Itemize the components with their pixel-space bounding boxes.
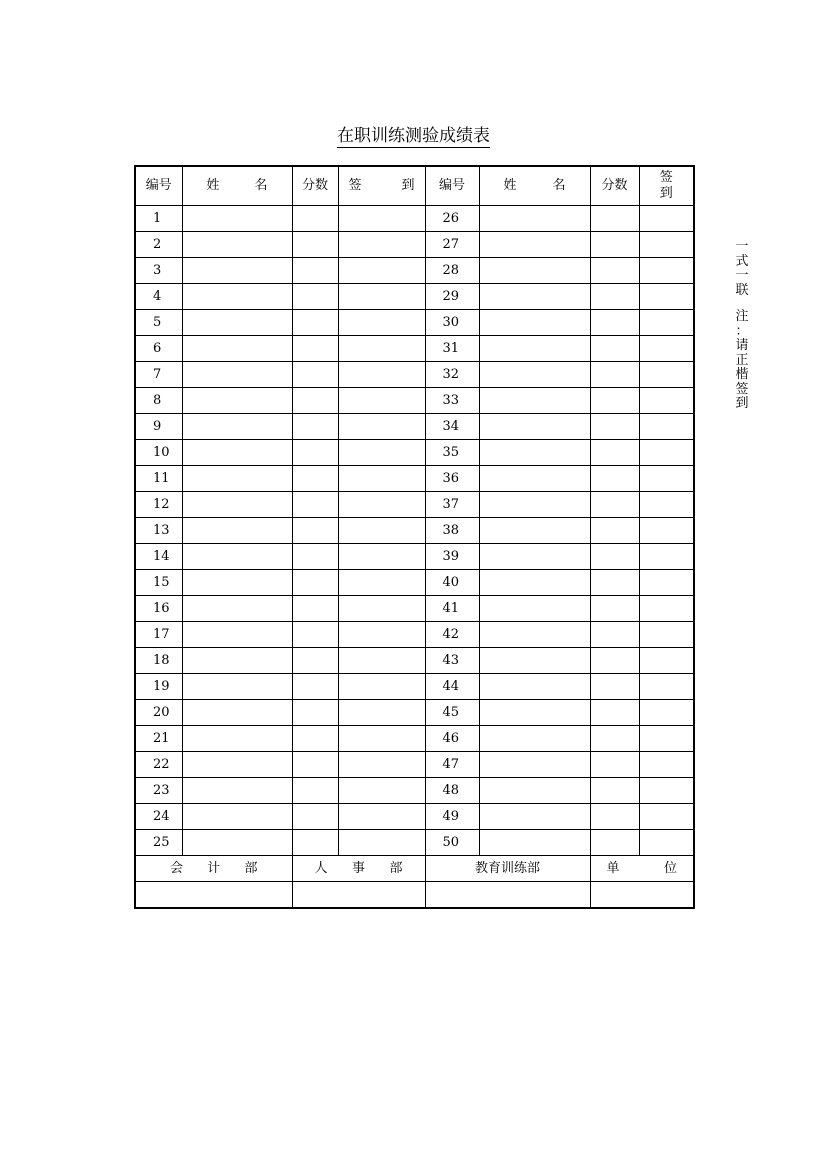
- sign-cell-left[interactable]: [338, 518, 425, 544]
- sign-cell-right[interactable]: [639, 336, 694, 362]
- row-id-right: 31: [425, 336, 479, 362]
- table-row: [135, 362, 694, 388]
- name-cell-right[interactable]: [479, 284, 590, 310]
- side-note-char: 到: [735, 396, 749, 411]
- side-note-char: 一: [735, 268, 749, 283]
- sign-cell-left[interactable]: [338, 570, 425, 596]
- name-cell-left[interactable]: [182, 362, 292, 388]
- sign-cell-left[interactable]: [338, 596, 425, 622]
- name-cell-right[interactable]: [479, 440, 590, 466]
- row-id-left: 12: [135, 492, 182, 518]
- name-cell-right[interactable]: [479, 362, 590, 388]
- footer-label-row: [135, 856, 694, 882]
- sign-cell-right[interactable]: [639, 674, 694, 700]
- sign-cell-left[interactable]: [338, 804, 425, 830]
- score-table: [134, 165, 695, 909]
- sign-cell-right[interactable]: [639, 700, 694, 726]
- footer-training-sign-cell[interactable]: [425, 882, 590, 909]
- footer-hr-sign-cell[interactable]: [292, 882, 425, 909]
- sign-cell-left[interactable]: [338, 648, 425, 674]
- name-cell-right[interactable]: [479, 414, 590, 440]
- name-cell-left[interactable]: [182, 232, 292, 258]
- score-cell-left[interactable]: [292, 336, 338, 362]
- name-cell-right[interactable]: [479, 466, 590, 492]
- header-name-left-2: 名: [254, 178, 268, 193]
- score-cell-right[interactable]: [590, 362, 639, 388]
- side-note-char: 正: [735, 352, 749, 368]
- row-id-left: 9: [135, 414, 182, 440]
- sign-cell-left[interactable]: [338, 674, 425, 700]
- header-name-right: [479, 166, 590, 206]
- table-row: [135, 726, 694, 752]
- row-id-right: 38: [425, 518, 479, 544]
- name-cell-right[interactable]: [479, 648, 590, 674]
- name-cell-right[interactable]: [479, 804, 590, 830]
- name-cell-left[interactable]: [182, 804, 292, 830]
- row-id-left: 19: [135, 674, 182, 700]
- score-cell-right[interactable]: [590, 700, 639, 726]
- score-cell-left[interactable]: [292, 804, 338, 830]
- table-row: [135, 622, 694, 648]
- sign-cell-left[interactable]: [338, 310, 425, 336]
- score-cell-left[interactable]: [292, 518, 338, 544]
- sign-cell-right[interactable]: [639, 778, 694, 804]
- side-note-char: 联: [735, 282, 749, 298]
- name-cell-right[interactable]: [479, 206, 590, 232]
- name-cell-left[interactable]: [182, 596, 292, 622]
- score-cell-right[interactable]: [590, 648, 639, 674]
- table-row: [135, 492, 694, 518]
- score-cell-left[interactable]: [292, 362, 338, 388]
- table-row: [135, 206, 694, 232]
- sign-cell-left[interactable]: [338, 544, 425, 570]
- header-sign-right-1: 签: [659, 170, 673, 185]
- score-cell-right[interactable]: [590, 622, 639, 648]
- row-id-right: 43: [425, 648, 479, 674]
- page-title: [0, 124, 827, 148]
- table-row: [135, 258, 694, 284]
- row-id-left: 24: [135, 804, 182, 830]
- footer-unit-sign-cell[interactable]: [590, 882, 694, 909]
- row-id-right: 49: [425, 804, 479, 830]
- name-cell-right[interactable]: [479, 778, 590, 804]
- sign-cell-left[interactable]: [338, 440, 425, 466]
- row-id-right: 50: [425, 830, 479, 856]
- sign-cell-left[interactable]: [338, 778, 425, 804]
- side-note-char: 注: [735, 309, 749, 324]
- row-id-left: 25: [135, 830, 182, 856]
- name-cell-right[interactable]: [479, 492, 590, 518]
- sign-cell-right[interactable]: [639, 232, 694, 258]
- row-id-left: 2: [135, 232, 182, 258]
- row-id-right: 37: [425, 492, 479, 518]
- table-row: [135, 336, 694, 362]
- row-id-left: 10: [135, 440, 182, 466]
- sign-cell-right[interactable]: [639, 622, 694, 648]
- table-row: [135, 414, 694, 440]
- table-row: [135, 778, 694, 804]
- sign-cell-left[interactable]: [338, 752, 425, 778]
- table-row: [135, 674, 694, 700]
- sign-cell-left[interactable]: [338, 284, 425, 310]
- score-cell-left[interactable]: [292, 648, 338, 674]
- row-id-right: 48: [425, 778, 479, 804]
- name-cell-left[interactable]: [182, 492, 292, 518]
- header-name-left-1: 姓: [206, 178, 220, 193]
- score-cell-right[interactable]: [590, 440, 639, 466]
- score-cell-right[interactable]: [590, 596, 639, 622]
- score-cell-right[interactable]: [590, 726, 639, 752]
- row-id-left: 22: [135, 752, 182, 778]
- sign-cell-right[interactable]: [639, 362, 694, 388]
- sign-cell-right[interactable]: [639, 570, 694, 596]
- score-cell-left[interactable]: [292, 232, 338, 258]
- sign-cell-right[interactable]: [639, 440, 694, 466]
- name-cell-left[interactable]: [182, 336, 292, 362]
- sign-cell-right[interactable]: [639, 752, 694, 778]
- sign-cell-right[interactable]: [639, 544, 694, 570]
- name-cell-left[interactable]: [182, 518, 292, 544]
- row-id-right: 42: [425, 622, 479, 648]
- sign-cell-right[interactable]: [639, 310, 694, 336]
- row-id-left: 11: [135, 466, 182, 492]
- row-id-left: 7: [135, 362, 182, 388]
- sign-cell-right[interactable]: [639, 648, 694, 674]
- header-name-right-2: 名: [552, 178, 566, 193]
- footer-accounting-label: [135, 856, 292, 882]
- side-note-char: ：: [735, 323, 749, 339]
- score-cell-right[interactable]: [590, 414, 639, 440]
- table-row: [135, 700, 694, 726]
- row-id-right: 35: [425, 440, 479, 466]
- sign-cell-left[interactable]: [338, 206, 425, 232]
- row-id-left: 4: [135, 284, 182, 310]
- row-id-left: 1: [135, 206, 182, 232]
- sign-cell-right[interactable]: [639, 596, 694, 622]
- sign-cell-left[interactable]: [338, 232, 425, 258]
- score-cell-right[interactable]: [590, 570, 639, 596]
- footer-sign-row: [135, 882, 694, 909]
- name-cell-left[interactable]: [182, 622, 292, 648]
- score-cell-left[interactable]: [292, 752, 338, 778]
- footer-accounting-1: 会: [170, 860, 184, 876]
- side-note-char: 楷: [735, 367, 749, 382]
- name-cell-right[interactable]: [479, 232, 590, 258]
- header-id-left: 编号: [135, 166, 182, 206]
- sign-cell-right[interactable]: [639, 284, 694, 310]
- row-id-right: 28: [425, 258, 479, 284]
- sign-cell-right[interactable]: [639, 492, 694, 518]
- table-row: [135, 466, 694, 492]
- name-cell-right[interactable]: [479, 622, 590, 648]
- footer-hr-label: [292, 856, 425, 882]
- row-id-right: 46: [425, 726, 479, 752]
- row-id-left: 21: [135, 726, 182, 752]
- sign-cell-right[interactable]: [639, 388, 694, 414]
- footer-unit-1: 单: [606, 860, 620, 876]
- row-id-right: 34: [425, 414, 479, 440]
- name-cell-right[interactable]: [479, 570, 590, 596]
- name-cell-left[interactable]: [182, 648, 292, 674]
- row-id-right: 44: [425, 674, 479, 700]
- row-id-right: 47: [425, 752, 479, 778]
- footer-hr-2: 事: [351, 860, 365, 876]
- sign-cell-right[interactable]: [639, 830, 694, 856]
- footer-hr-1: 人: [314, 860, 328, 876]
- score-cell-left[interactable]: [292, 726, 338, 752]
- header-id-right: 编号: [425, 166, 479, 206]
- footer-accounting-2: 计: [207, 860, 221, 876]
- score-cell-left[interactable]: [292, 622, 338, 648]
- sign-cell-left[interactable]: [338, 622, 425, 648]
- header-name-left: [182, 166, 292, 206]
- sign-cell-left[interactable]: [338, 336, 425, 362]
- name-cell-left[interactable]: [182, 440, 292, 466]
- table-header-row: [135, 166, 694, 206]
- name-cell-right[interactable]: [479, 700, 590, 726]
- score-cell-left[interactable]: [292, 440, 338, 466]
- sign-cell-left[interactable]: [338, 388, 425, 414]
- footer-accounting-sign-cell[interactable]: [135, 882, 292, 909]
- score-cell-left[interactable]: [292, 466, 338, 492]
- name-cell-right[interactable]: [479, 544, 590, 570]
- row-id-right: 36: [425, 466, 479, 492]
- score-cell-left[interactable]: [292, 700, 338, 726]
- page-title-text: 在职训练测验成绩表: [337, 126, 490, 146]
- score-cell-right[interactable]: [590, 310, 639, 336]
- sign-cell-left[interactable]: [338, 830, 425, 856]
- name-cell-left[interactable]: [182, 258, 292, 284]
- header-sign-left-2: 到: [401, 178, 415, 193]
- score-cell-right[interactable]: [590, 388, 639, 414]
- sign-cell-left[interactable]: [338, 362, 425, 388]
- header-name-right-1: 姓: [503, 178, 517, 193]
- table-row: [135, 544, 694, 570]
- name-cell-left[interactable]: [182, 206, 292, 232]
- name-cell-right[interactable]: [479, 310, 590, 336]
- table-row: [135, 388, 694, 414]
- table-row: [135, 752, 694, 778]
- name-cell-left[interactable]: [182, 466, 292, 492]
- score-cell-right[interactable]: [590, 258, 639, 284]
- score-cell-left[interactable]: [292, 596, 338, 622]
- side-note-char: 签: [735, 381, 749, 397]
- row-id-right: 33: [425, 388, 479, 414]
- row-id-right: 29: [425, 284, 479, 310]
- name-cell-right[interactable]: [479, 518, 590, 544]
- sign-cell-right[interactable]: [639, 258, 694, 284]
- sign-cell-right[interactable]: [639, 414, 694, 440]
- table-row: [135, 596, 694, 622]
- score-cell-right[interactable]: [590, 518, 639, 544]
- name-cell-left[interactable]: [182, 830, 292, 856]
- table-row: [135, 648, 694, 674]
- row-id-left: 15: [135, 570, 182, 596]
- name-cell-left[interactable]: [182, 388, 292, 414]
- side-note-char: 一: [735, 239, 749, 254]
- name-cell-right[interactable]: [479, 336, 590, 362]
- name-cell-left[interactable]: [182, 778, 292, 804]
- score-cell-right[interactable]: [590, 830, 639, 856]
- name-cell-left[interactable]: [182, 700, 292, 726]
- score-cell-left[interactable]: [292, 206, 338, 232]
- row-id-left: 16: [135, 596, 182, 622]
- sign-cell-left[interactable]: [338, 466, 425, 492]
- footer-hr-3: 部: [389, 860, 403, 876]
- score-cell-left[interactable]: [292, 388, 338, 414]
- row-id-right: 45: [425, 700, 479, 726]
- table-row: [135, 284, 694, 310]
- row-id-right: 41: [425, 596, 479, 622]
- sign-cell-right[interactable]: [639, 206, 694, 232]
- score-cell-left[interactable]: [292, 830, 338, 856]
- header-sign-left: [338, 166, 425, 206]
- score-cell-right[interactable]: [590, 674, 639, 700]
- name-cell-right[interactable]: [479, 830, 590, 856]
- name-cell-right[interactable]: [479, 258, 590, 284]
- score-cell-right[interactable]: [590, 492, 639, 518]
- row-id-left: 8: [135, 388, 182, 414]
- table-row: [135, 570, 694, 596]
- name-cell-right[interactable]: [479, 388, 590, 414]
- score-cell-right[interactable]: [590, 752, 639, 778]
- name-cell-left[interactable]: [182, 284, 292, 310]
- sign-cell-right[interactable]: [639, 804, 694, 830]
- footer-accounting-3: 部: [244, 860, 258, 876]
- name-cell-left[interactable]: [182, 752, 292, 778]
- table-row: [135, 518, 694, 544]
- row-id-left: 5: [135, 310, 182, 336]
- table-row: [135, 310, 694, 336]
- table-row: [135, 440, 694, 466]
- name-cell-left[interactable]: [182, 414, 292, 440]
- score-cell-left[interactable]: [292, 492, 338, 518]
- row-id-left: 17: [135, 622, 182, 648]
- header-score-right: 分数: [590, 166, 639, 206]
- sign-cell-right[interactable]: [639, 726, 694, 752]
- header-sign-right: [639, 166, 694, 206]
- footer-training-label: 教育训练部: [425, 856, 590, 882]
- sign-cell-left[interactable]: [338, 414, 425, 440]
- row-id-left: 23: [135, 778, 182, 804]
- score-cell-left[interactable]: [292, 544, 338, 570]
- row-id-left: 6: [135, 336, 182, 362]
- score-cell-right[interactable]: [590, 206, 639, 232]
- footer-unit-2: 位: [663, 860, 677, 876]
- row-id-left: 18: [135, 648, 182, 674]
- name-cell-left[interactable]: [182, 544, 292, 570]
- score-cell-left[interactable]: [292, 570, 338, 596]
- score-cell-right[interactable]: [590, 232, 639, 258]
- sign-cell-left[interactable]: [338, 726, 425, 752]
- sign-cell-left[interactable]: [338, 492, 425, 518]
- sign-cell-left[interactable]: [338, 258, 425, 284]
- table-row: [135, 804, 694, 830]
- name-cell-right[interactable]: [479, 726, 590, 752]
- row-id-left: 14: [135, 544, 182, 570]
- score-cell-right[interactable]: [590, 544, 639, 570]
- side-note-char: 请: [735, 338, 749, 353]
- score-cell-left[interactable]: [292, 284, 338, 310]
- row-id-right: 27: [425, 232, 479, 258]
- table-row: [135, 830, 694, 856]
- row-id-right: 26: [425, 206, 479, 232]
- score-cell-right[interactable]: [590, 804, 639, 830]
- table-row: [135, 232, 694, 258]
- row-id-right: 39: [425, 544, 479, 570]
- row-id-right: 40: [425, 570, 479, 596]
- name-cell-right[interactable]: [479, 596, 590, 622]
- score-cell-left[interactable]: [292, 258, 338, 284]
- score-cell-right[interactable]: [590, 336, 639, 362]
- side-note: [734, 240, 750, 412]
- score-cell-left[interactable]: [292, 414, 338, 440]
- row-id-left: 3: [135, 258, 182, 284]
- row-id-right: 32: [425, 362, 479, 388]
- name-cell-left[interactable]: [182, 726, 292, 752]
- score-cell-left[interactable]: [292, 310, 338, 336]
- name-cell-right[interactable]: [479, 752, 590, 778]
- row-id-right: 30: [425, 310, 479, 336]
- header-sign-left-1: 签: [348, 178, 362, 193]
- sign-cell-left[interactable]: [338, 700, 425, 726]
- name-cell-left[interactable]: [182, 674, 292, 700]
- header-score-left: 分数: [292, 166, 338, 206]
- side-note-char: 式: [735, 253, 749, 269]
- row-id-left: 13: [135, 518, 182, 544]
- sign-cell-right[interactable]: [639, 466, 694, 492]
- score-cell-right[interactable]: [590, 778, 639, 804]
- score-cell-right[interactable]: [590, 284, 639, 310]
- name-cell-left[interactable]: [182, 310, 292, 336]
- score-cell-left[interactable]: [292, 674, 338, 700]
- row-id-left: 20: [135, 700, 182, 726]
- score-cell-right[interactable]: [590, 466, 639, 492]
- footer-unit-label: [590, 856, 694, 882]
- sign-cell-right[interactable]: [639, 518, 694, 544]
- name-cell-right[interactable]: [479, 674, 590, 700]
- header-sign-right-2: 到: [659, 186, 673, 201]
- score-cell-left[interactable]: [292, 778, 338, 804]
- name-cell-left[interactable]: [182, 570, 292, 596]
